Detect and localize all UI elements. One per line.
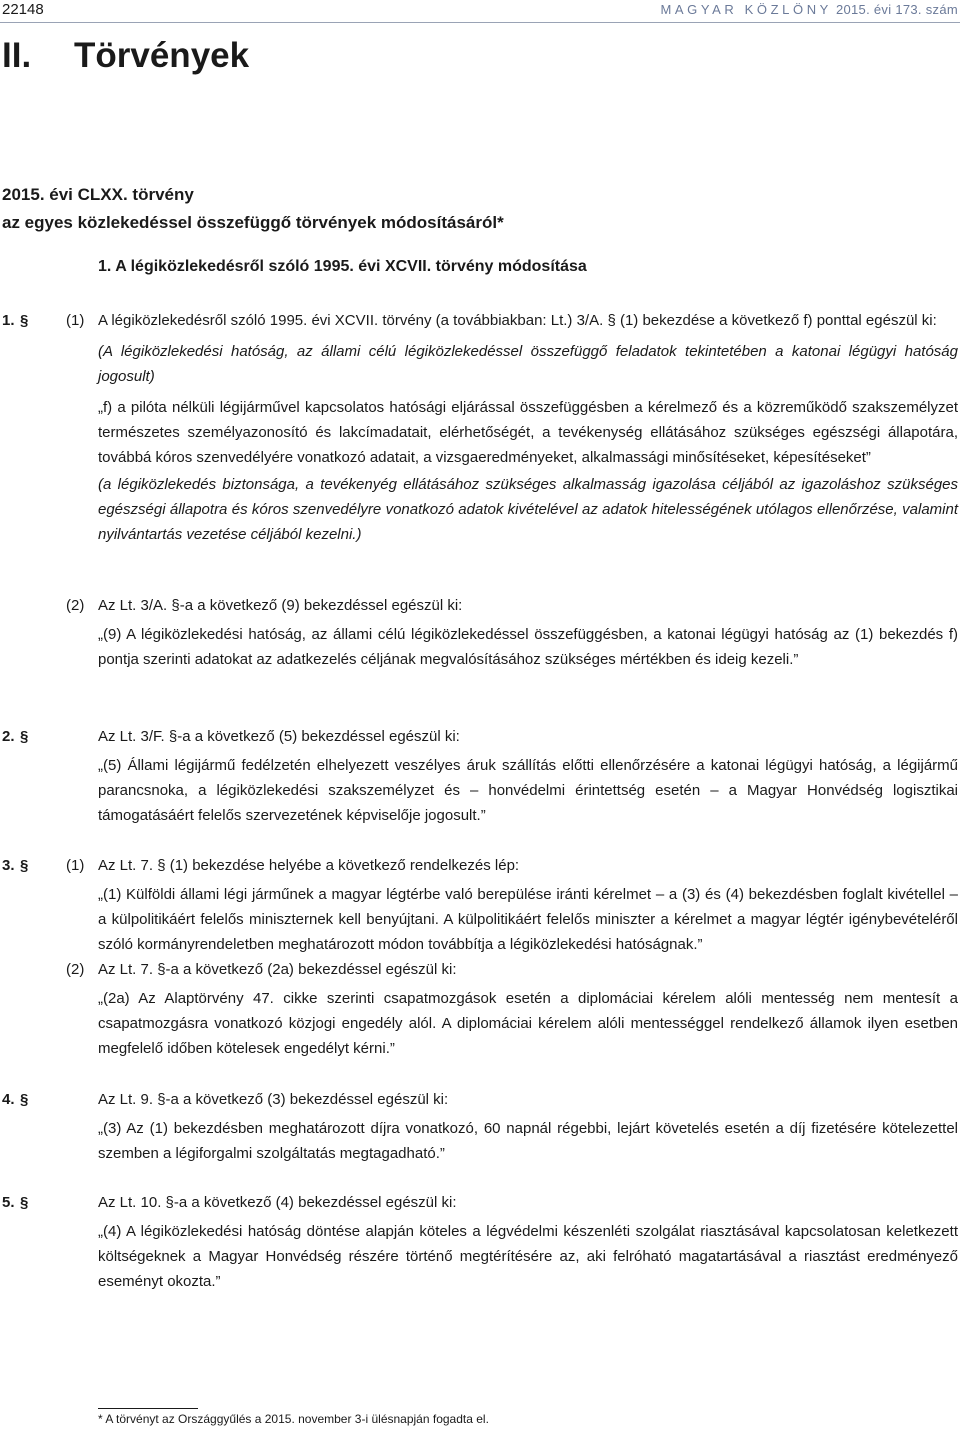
section-symbol: §: [20, 312, 29, 329]
paragraph-number: (2): [66, 961, 85, 978]
paragraph-number: (1): [66, 312, 85, 329]
footnote-rule: [98, 1408, 198, 1409]
section-3: [0, 853, 960, 957]
act-title: 2015. évi CLXX. törvény: [2, 185, 194, 204]
section-number: 1.: [2, 312, 15, 329]
paragraph-text: Az Lt. 10. §-a a következő (4) bekezdéssel egészül ki:: [98, 1194, 457, 1211]
header-rule: [0, 22, 960, 23]
footnote: * A törvényt az Országgyűlés a 2015. november 3-i ülésnapján fogadta el.: [98, 1412, 489, 1426]
section-3-paragraph-2: [0, 957, 960, 1061]
italic-context: (a légiközlekedés biztonsága, a tevékenyég ellátásához szükséges alkalmasság igazolása céljából az igazoláshoz szükséges egészségi állapotra és kóros szenvedélyre vonatkozó adatok kivételével az adatok hitelességének utólagos ellenőrzése, valamint nyilvántartás vezetése céljából kezelni.): [98, 476, 958, 543]
quoted-amendment: „(9) A légiközlekedési hatóság, az állami célú légiközlekedéssel összefüggésben, a katonai légügyi hatóság az (1) bekezdés f) pontja szerinti adatokat az adatkezelés céljának megvalósításához szükséges mértékben és ideig kezeli.”: [98, 626, 958, 668]
paragraph-number: (2): [66, 597, 85, 614]
paragraph-text: A légiközlekedésről szóló 1995. évi XCVII. törvény (a továbbiakban: Lt.) 3/A. § (1) bekezdése a következő f) ponttal egészül ki:: [98, 312, 937, 329]
quoted-amendment: „(1) Külföldi állami légi járműnek a magyar légtérbe való berepülése iránti kérelmet – a (3) és (4) bekezdésben foglalt kivétellel – a külpolitikáért felelős miniszternek kell benyújtani. A külpolitikáért felelős miniszter a kérelmet a magyar légtér igénybevételéről szóló kormányrendeletben meghatározott módon továbbítja a légiközlekedési hatóságnak.”: [98, 886, 958, 953]
page-number: 22148: [2, 1, 44, 18]
section-1: [0, 308, 960, 547]
section-title-text: Törvények: [74, 36, 250, 75]
section-symbol: §: [20, 1194, 29, 1211]
italic-context: (A légiközlekedési hatóság, az állami célú légiközlekedéssel összefüggő feladatok tekintetében a katonai légügyi hatóság jogosult): [98, 343, 958, 385]
paragraph-text: Az Lt. 7. § (1) bekezdése helyébe a következő rendelkezés lép:: [98, 857, 520, 874]
quoted-amendment: „(5) Állami légijármű fedélzetén elhelyezett veszélyes áruk szállítás előtti ellenőrzésére a katonai légügyi hatóság, a légijármű parancsnoka, a légiközlekedési szakszemélyzet és – honvédelmi érintettség esetén – a Magyar Honvédség logisztikai támogatásáért felelős szervezetének képviselője jogosult.”: [98, 757, 958, 824]
issue-number: 2015. évi 173. szám: [835, 2, 958, 17]
section-5: [0, 1190, 960, 1294]
quoted-amendment: „f) a pilóta nélküli légijárművel kapcsolatos hatósági eljárással összefüggésben a kérelmező és a közreműködő szakszemélyzet természetes személyazonosító és lakcímadatait, elérhetőségét, a tevékenység ellátásához szükséges egészségi állapotára, továbbá kóros szenvedélyére vonatkozó adatait, a vizsgaeredményeket, alkalmassági minősítéseket, képesítéseket”: [98, 399, 958, 466]
quoted-amendment: „(3) Az (1) bekezdésben meghatározott díjra vonatkozó, 60 napnál régebbi, lejárt követelés esetén a díj fizetésére kötelezettel szemben a légiforgalmi szolgáltatás megtagadható.”: [98, 1120, 958, 1162]
quoted-amendment: „(2a) Az Alaptörvény 47. cikke szerinti csapatmozgások esetén a diplomáciai kérelem alóli mentesség nem mentesít a csapatmozgásra vonatkozó közjogi engedély alól. A diplomáciai kérelem alóli mentességgel rendelkező államok ilyen esetben megfelelő időben kötelesek engedélyt kérni.”: [98, 990, 958, 1057]
paragraph-number: (1): [66, 857, 85, 874]
section-symbol: §: [20, 1091, 29, 1108]
act-subtitle: az egyes közlekedéssel összefüggő törvények módosításáról*: [2, 213, 504, 232]
page-header: [0, 0, 960, 22]
chapter-heading: 1. A légiközlekedésről szóló 1995. évi XCVII. törvény módosítása: [98, 258, 587, 275]
section-symbol: §: [20, 728, 29, 745]
publication-name: MAGYAR KÖZLÖNY: [660, 2, 832, 17]
paragraph-text: Az Lt. 7. §-a a következő (2a) bekezdéssel egészül ki:: [98, 961, 457, 978]
section-symbol: §: [20, 857, 29, 874]
paragraph-text: Az Lt. 9. §-a a következő (3) bekezdéssel egészül ki:: [98, 1091, 449, 1108]
quoted-amendment: „(4) A légiközlekedési hatóság döntése alapján köteles a légvédelmi készenléti szolgálat riasztásával kapcsolatosan keletkezett költségeknek a Magyar Honvédség részére történő megtérítésére az, aki felróható magatartásával a riasztást eredményező eseményt okozta.”: [98, 1223, 958, 1290]
section-number: 3.: [2, 857, 15, 874]
section-1-paragraph-2: [0, 593, 960, 672]
paragraph-text: Az Lt. 3/F. §-a a következő (5) bekezdéssel egészül ki:: [98, 728, 460, 745]
section-title: [2, 36, 249, 76]
section-4: [0, 1087, 960, 1166]
running-head: [660, 2, 958, 17]
section-number: II.: [2, 36, 32, 75]
section-2: [0, 724, 960, 828]
act-heading: [2, 181, 504, 237]
section-number: 4.: [2, 1091, 15, 1108]
paragraph-text: Az Lt. 3/A. §-a a következő (9) bekezdéssel egészül ki:: [98, 597, 463, 614]
section-number: 5.: [2, 1194, 15, 1211]
section-number: 2.: [2, 728, 15, 745]
